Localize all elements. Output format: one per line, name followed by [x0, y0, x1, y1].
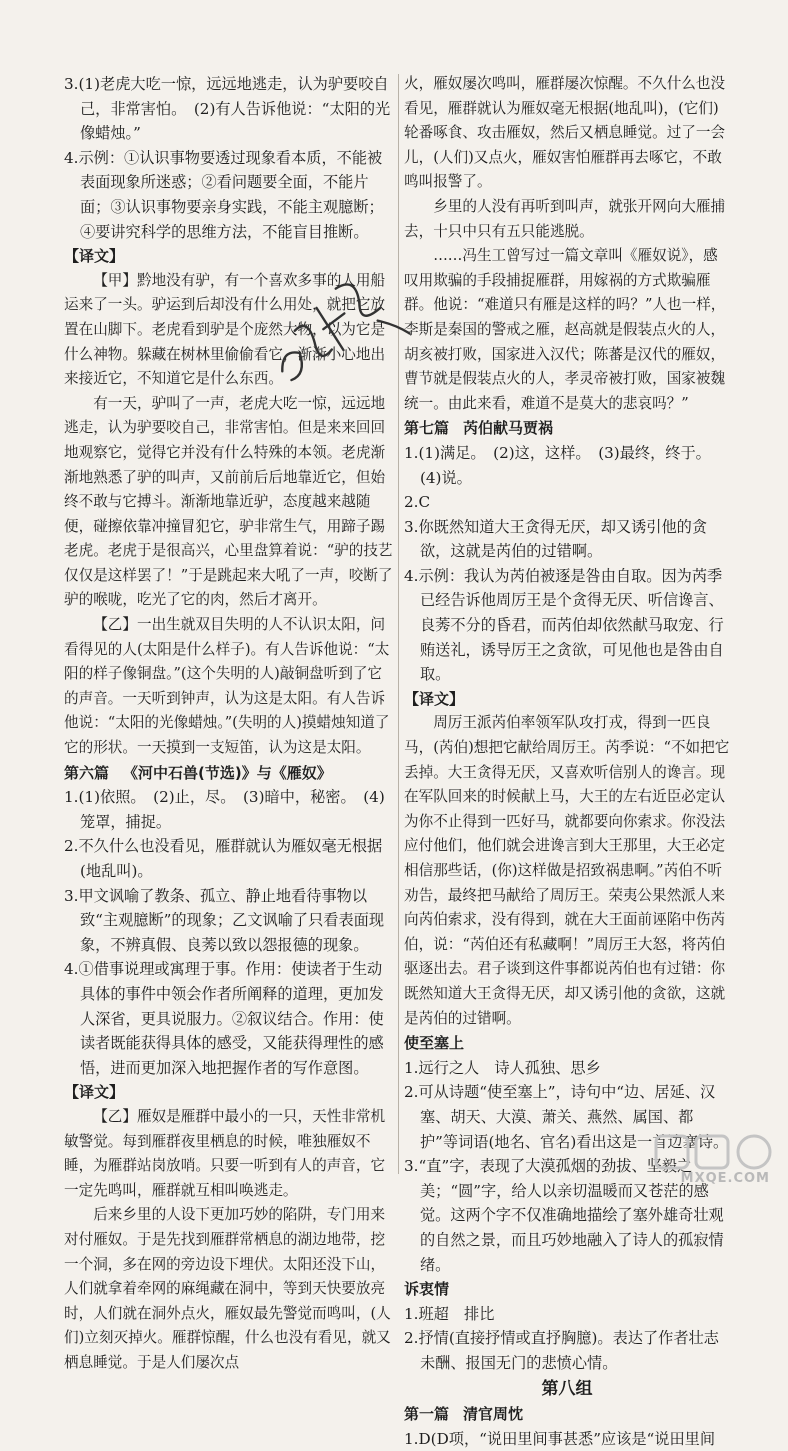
answer-item: 1.(1)满足。 (2)这，这样。 (3)最终，终于。 (4)说。: [404, 443, 719, 487]
translation-label: 【译文】: [64, 1083, 125, 1102]
translation-label: 【译文】: [404, 689, 465, 708]
column-divider: [398, 74, 399, 1174]
section-number: 第一篇: [404, 1405, 450, 1424]
translation-label: 【译文】: [64, 247, 125, 266]
watermark-text: MXQE.COM: [680, 1171, 770, 1186]
section-number: 使至塞上: [404, 1034, 465, 1053]
answer-item: 3.“直”字，表现了大漠孤烟的劲拔、坚毅之美；“圆”字，给人以亲切温暖而又苍茫的感觉。这两个字不仅准确地描绘了塞外雄奇壮观的自然之景，而且巧妙地融入了诗人的孤寂情绪。: [404, 1157, 724, 1274]
translation-paragraph: 【甲】黔地没有驴，有一个喜欢多事的人用船运来了一头。驴运到后却没有什么用处，就把它放置在山脚下。老虎看到驴是个庞然大物，以为它是什么神物。躲藏在树林里偷偷看它，渐渐小心地出来接近它，不知道它是什么东西。: [64, 271, 386, 388]
group-title: 第八组: [541, 1379, 593, 1400]
left-column: [64, 72, 394, 1371]
answer-item: 4.示例：①认识事物要透过现象看本质，不能被表面现象所迷惑；②看问题要全面，不能片面；③认识事物要亲身实践，不能主观臆断；④要讲究科学的思维方法，不能盲目推断。: [64, 148, 384, 241]
translation-paragraph: ……冯生工曾写过一篇文章叫《雁奴说》，感叹用欺骗的手段捕捉雁群，用嫁祸的方式欺骗雁群。他说：“难道只有雁是这样的吗？”人也一样，李斯是秦国的警戒之雁，赵高就是假装点火的人，胡亥被打败，国家进入汉代；陈蕃是汉代的雁奴，曹节就是假装点火的人，孝灵帝被打败，国家被魏统一。由此来看，难道不是莫大的悲哀吗？”: [404, 247, 726, 412]
translation-paragraph: 后来乡里的人设下更加巧妙的陷阱，专门用来对付雁奴。于是先找到雁群常栖息的湖边地带，挖一个洞，多在网的旁边设下埋伏。太阳还没下山，人们就拿着牵网的麻绳藏在洞中，等到天快要放亮时，人们就在洞外点火，雁奴最先警觉而鸣叫，(人们)立刻灭掉火。雁群惊醒，什么也没有看见，就又栖息睡觉。于是人们屡次点: [64, 1206, 391, 1371]
translation-paragraph: 火，雁奴屡次鸣叫，雁群屡次惊醒。不久什么也没看见，雁群就认为雁奴毫无根据(地乱叫)，(它们)轮番啄食、攻击雁奴，然后又栖息睡觉。过了一会儿，(人们)又点火，雁奴害怕雁群再去啄它，不敢鸣叫报警了。: [404, 75, 726, 191]
answer-item: 3.(1)老虎大吃一惊，远远地逃走，认为驴要咬自己，非常害怕。 (2)有人告诉他说：“太阳的光像蜡烛。”: [64, 75, 391, 143]
section-heading: [404, 1277, 730, 1302]
answer-item: 1.远行之人 诗人孤独、思乡: [404, 1058, 601, 1077]
section-heading: [64, 761, 394, 786]
answer-item: 4.示例：我认为芮伯被逐是咎由自取。因为芮季已经告诉他周厉王是个贪得无厌、听信谗言、良莠不分的昏君，而芮伯却依然献马取宠、行贿送礼，诱导厉王之贪欲，可见他也是咎由自取。: [404, 566, 724, 684]
answer-item: 3.你既然知道大王贪得无厌，却又诱引他的贪欲，这就是芮伯的过错啊。: [404, 517, 708, 561]
answer-item: 2.C: [404, 493, 431, 512]
answer-item: 4.①借事说理或寓理于事。作用：使读者于生动具体的事件中领会作者所阐释的道理，更加发人深省，更具说服力。②叙议结合。作用：使读者既能获得具体的感受，又能获得理性的感悟，进而更加深入地把握作者的写作意图。: [64, 960, 384, 1077]
answer-item: 2.不久什么也没看见，雁群就认为雁奴毫无根据(地乱叫)。: [64, 837, 383, 880]
translation-paragraph: 【乙】雁奴是雁群中最小的一只，天性非常机敏警觉。每到雁群夜里栖息的时候，唯独雁奴不睡，为雁群站岗放哨。只要一听到有人的声音，它一定先鸣叫，雁群就互相叫唤逃走。: [64, 1107, 386, 1199]
section-title: 清官周忱: [463, 1405, 524, 1424]
section-heading: [404, 1402, 730, 1427]
answer-item: 1.D(D项，“说田里间事甚悉”应该是“说田里间: [404, 1429, 716, 1448]
translation-paragraph: 周厉王派芮伯率领军队攻打戎，得到一匹良马，(芮伯)想把它献给周厉王。芮季说：“不如把它丢掉。大王贪得无厌，又喜欢听信别人的谗言。现在军队回来的时候献上马，大王的左右近臣必定认为你不止得到一匹好马，就都要向你索求。你没法应付他们，他们就会进谗言到大王那里，大王必定相信那些话，(你)这样做是招致祸患啊。”芮伯不听劝告，最终把马献给了周厉王。荣夷公果然派人来向芮伯索求，没有得到，就在大王面前诬陷中伤芮伯，说：“芮伯还有私藏啊！”周厉王大怒，将芮伯驱逐出去。君子谈到这件事都说芮伯也有过错：你既然知道大王贪得无厌，却又诱引他的贪欲，这就是芮伯的过错啊。: [404, 714, 730, 1027]
section-title: 《河中石兽(节选)》与《雁奴》: [123, 763, 332, 782]
answer-item: 1.班超 排比: [404, 1304, 495, 1323]
section-number: 第七篇: [404, 419, 450, 438]
section-number: 第六篇: [64, 763, 110, 782]
right-column: [404, 72, 730, 1448]
section-title: 芮伯献马贾祸: [463, 419, 554, 438]
answer-item: 1.(1)依照。 (2)止，尽。 (3)暗中，秘密。 (4)笼罩，捕捉。: [64, 788, 385, 831]
translation-paragraph: 【乙】一出生就双目失明的人不认识太阳，问看得见的人(太阳是什么样子)。有人告诉他说：“太阳的样子像铜盘。”(这个失明的人)敲铜盘听到了它的声音。一天听到钟声，认为这是太阳。有人告诉他说：“太阳的光像蜡烛。”(失明的人)摸蜡烛知道了它的形状。一天摸到一支短笛，认为这是太阳。: [64, 616, 390, 757]
section-number: 诉衷情: [404, 1280, 450, 1299]
answer-item: 2.可从诗题“使至塞上”，诗句中“边、居延、汉塞、胡天、大漠、萧关、燕然、属国、都护”等词语(地名、官名)看出这是一首边塞诗。: [404, 1083, 729, 1151]
section-heading: [404, 416, 730, 441]
translation-paragraph: 乡里的人没有再听到叫声，就张开网向大雁捕去，十只中只有五只能逃脱。: [404, 197, 726, 240]
answer-item: 2.抒情(直接抒情或直抒胸臆)。表达了作者壮志未酬、报国无门的悲愤心情。: [404, 1329, 719, 1372]
answer-item: 3.甲文讽喻了教条、孤立、静止地看待事物以致“主观臆断”的现象；乙文讽喻了只看表面现象，不辨真假、良莠以致以怨报德的现象。: [64, 886, 385, 954]
translation-paragraph: 有一天，驴叫了一声，老虎大吃一惊，远远地逃走，认为驴要咬自己，非常害怕。但是来来回回地观察它，觉得它并没有什么特殊的本领。老虎渐渐地熟悉了驴的叫声，又前前后后地靠近它，但始终不敢与它搏斗。渐渐地靠近驴，态度越来越随便，碰擦依靠冲撞冒犯它，驴非常生气，用蹄子踢老虎。老虎于是很高兴，心里盘算着说：“驴的技艺仅仅是这样罢了！”于是跳起来大吼了一声，咬断了驴的喉咙，吃光了它的肉，然后才离开。: [64, 394, 393, 609]
section-heading: [404, 1031, 730, 1056]
